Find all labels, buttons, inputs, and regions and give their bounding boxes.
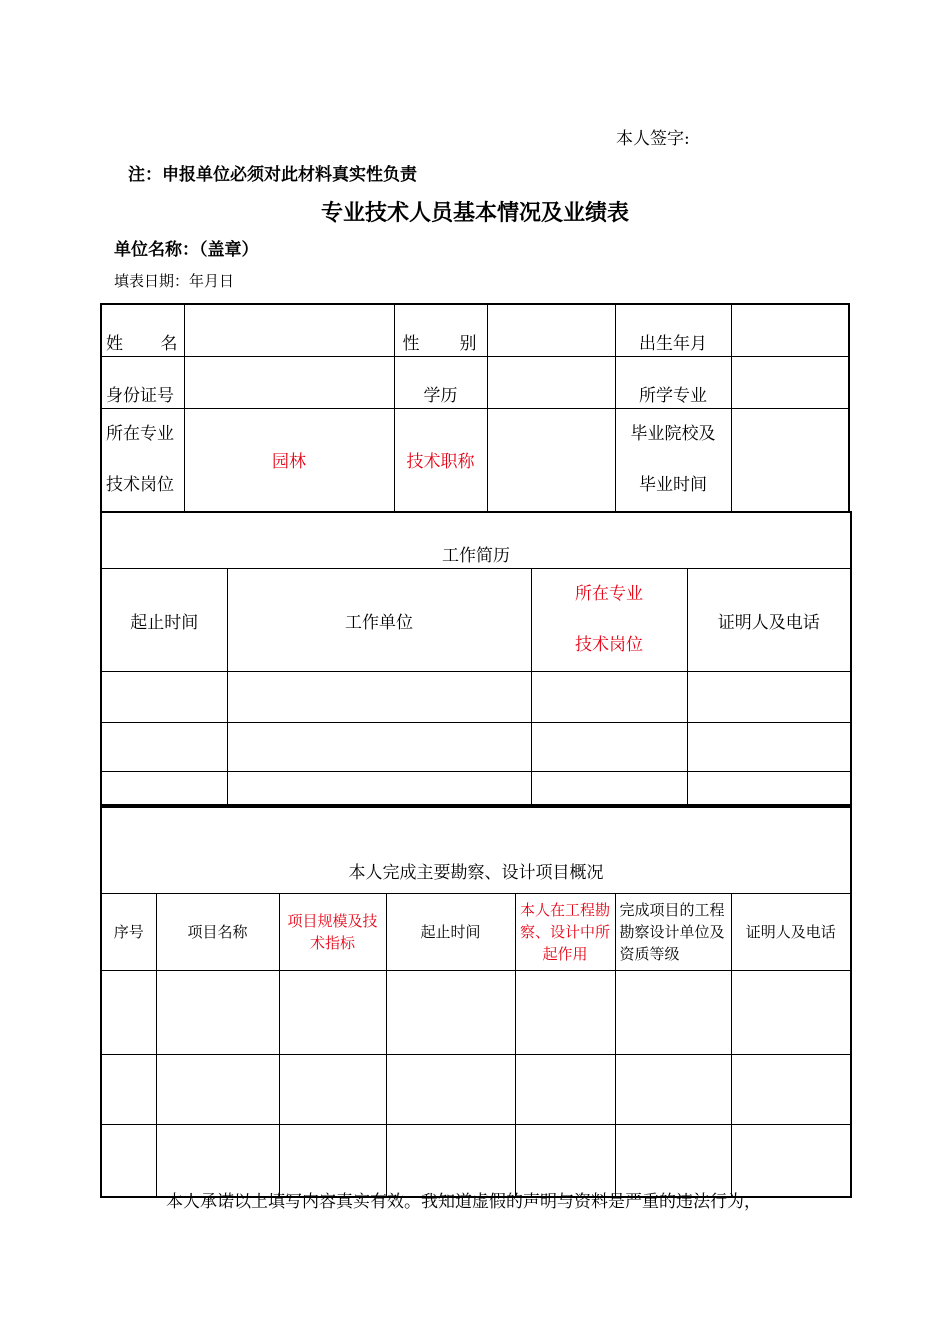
post-cell[interactable] [531,723,687,772]
school-label: 毕业院校及 毕业时间 [615,408,731,512]
col-witness: 证明人及电话 [687,569,851,672]
seq-cell[interactable] [101,1055,156,1125]
col-project-witness: 证明人及电话 [731,894,851,971]
scale-cell[interactable] [279,971,386,1055]
witness-cell[interactable] [687,772,851,807]
post-value[interactable]: 园林 [184,408,394,512]
seq-cell[interactable] [101,1125,156,1197]
table-row [101,723,851,772]
birth-field[interactable] [731,304,849,356]
employer-cell[interactable] [227,723,531,772]
col-post: 所在专业 技术岗位 [531,569,687,672]
gender-label: 性 别 [394,304,487,356]
design-unit-cell[interactable] [615,1125,731,1197]
witness-cell[interactable] [687,672,851,723]
major-field[interactable] [731,356,849,408]
name-field[interactable] [184,304,394,356]
period-cell[interactable] [386,1055,515,1125]
col-period: 起止时间 [101,569,227,672]
employer-cell[interactable] [227,672,531,723]
period-cell[interactable] [386,1125,515,1197]
name-label: 姓 名 [101,304,184,356]
id-number-label: 身份证号 [101,356,184,408]
scale-cell[interactable] [279,1125,386,1197]
witness-cell[interactable] [687,723,851,772]
table-row [101,1125,851,1197]
technical-title-label: 技术职称 [394,408,487,512]
role-cell[interactable] [515,971,615,1055]
work-history-table [100,511,852,808]
col-scale: 项目规模及技术指标 [279,894,386,971]
responsibility-note: 注：申报单位必须对此材料真实性负责 [128,165,417,185]
col-employer: 工作单位 [227,569,531,672]
period-cell[interactable] [101,723,227,772]
design-unit-cell[interactable] [615,1055,731,1125]
table-row [101,672,851,723]
role-cell[interactable] [515,1125,615,1197]
witness-cell[interactable] [731,971,851,1055]
col-project-period: 起止时间 [386,894,515,971]
birth-label: 出生年月 [615,304,731,356]
projects-title: 本人完成主要勘察、设计项目概况 [101,805,851,894]
projects-table [100,804,852,1198]
scale-cell[interactable] [279,1055,386,1125]
fill-date-label: 填表日期：年月日 [114,272,235,290]
signature-label: 本人签字: [616,129,690,149]
technical-title-field[interactable] [487,408,615,512]
period-cell[interactable] [386,971,515,1055]
unit-name-label: 单位名称：（盖章） [114,240,259,260]
post-cell[interactable] [531,672,687,723]
gender-field[interactable] [487,304,615,356]
project-name-cell[interactable] [156,971,279,1055]
project-name-cell[interactable] [156,1125,279,1197]
pledge-text: 本人承诺以上填写内容真实有效。我知道虚假的声明与资料是严重的违法行为， [166,1192,761,1212]
table-row [101,772,851,807]
role-cell[interactable] [515,1055,615,1125]
seq-cell[interactable] [101,971,156,1055]
witness-cell[interactable] [731,1055,851,1125]
education-field[interactable] [487,356,615,408]
post-label: 所在专业 技术岗位 [101,408,184,512]
project-name-cell[interactable] [156,1055,279,1125]
table-row [101,971,851,1055]
col-seq: 序号 [101,894,156,971]
col-project-name: 项目名称 [156,894,279,971]
education-label: 学历 [394,356,487,408]
col-role: 本人在工程勘察、设计中所起作用 [515,894,615,971]
period-cell[interactable] [101,672,227,723]
table-row [101,1055,851,1125]
major-label: 所学专业 [615,356,731,408]
witness-cell[interactable] [731,1125,851,1197]
design-unit-cell[interactable] [615,971,731,1055]
post-cell[interactable] [531,772,687,807]
period-cell[interactable] [101,772,227,807]
col-design-unit: 完成项目的工程勘察设计单位及资质等级 [615,894,731,971]
basic-info-table [100,303,850,513]
employer-cell[interactable] [227,772,531,807]
school-field[interactable] [731,408,849,512]
work-history-title: 工作简历 [101,512,851,569]
id-number-field[interactable] [184,356,394,408]
page-title: 专业技术人员基本情况及业绩表 [320,201,629,226]
